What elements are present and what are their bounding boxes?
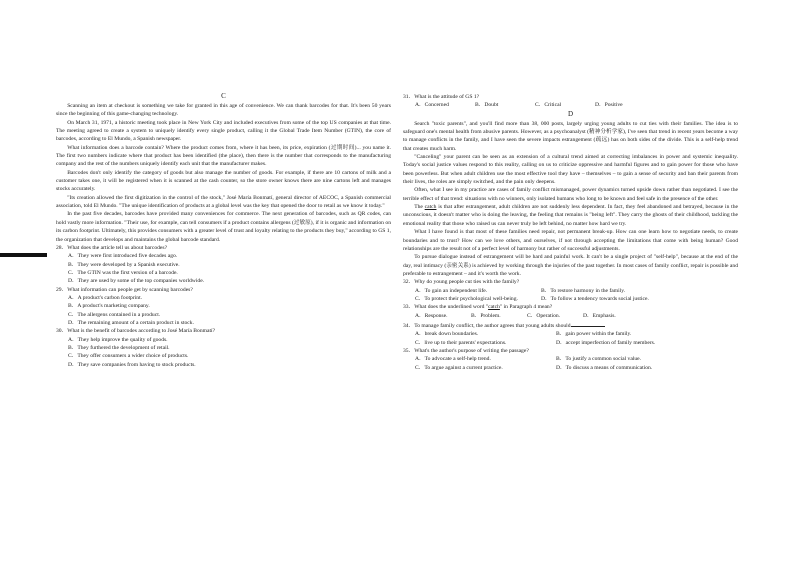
question-34-options-row-1 [415,330,738,338]
paragraph: Often, what I see in my practice are cases of family conflict mismanaged, power dynamics turned upside down rather than negotiated. I see the terrible effect of that trend: situations with no winners, only isolated humans who long to be known and feel safe in the presence of the other. [403,187,738,202]
paragraph: Scanning an item at checkout is something we take for granted in this age of convenience. We can thank barcodes for that. It's been 50 years since the beginning of this game-changing technology. [56,103,391,118]
question-32-stem: 32．Why do young people cut ties with the family? [403,279,520,286]
section-c-heading: C [221,92,226,100]
question-34-stem-text: 34．To manage family conflict, the author agrees that young adults should [403,322,571,329]
question-31-option-c[interactable]: C．Critical [535,102,562,109]
question-29-option-d[interactable]: D．The remaining amount of a certain product in stock. [68,319,194,326]
question-30-option-d[interactable]: D．They save companies from having to stock products. [68,361,196,368]
question-35-option-d[interactable]: D．To discuss a means of communication. [556,364,653,371]
question-30-stem: 30．What is the benefit of barcodes according to José María Bonmatí? [56,328,216,335]
question-34-option-d[interactable]: D．accept imperfection of family members. [556,339,656,346]
question-35-stem: 35．What's the author's purpose of writing the passage? [403,347,529,354]
question-32-options-row-2 [415,295,738,303]
question-34-option-a[interactable]: A．break down boundaries. [415,331,479,338]
question-30-option-a[interactable]: A．They help improve the quality of goods. [68,336,168,343]
paragraph: In the past five decades, barcodes have provided many conveniences for commerce. The next generation of barcodes, such as QR codes, can hold vastly more information. "Their use, for example, can tell consumers if a product contains allergens (过敏原), if it is organic and information on its carbon footprint. Ultimately, this provides consumers with a greater level of trust and loyalty relating to the products they buy," according to GS 1, the organization that develops and maintains the global barcode standard. [56,211,391,243]
paragraph-4-rest: is that after estrangement, adult children are not suddenly less dependent. In fact, they feel abandoned and betrayed, because in the unconscious, it doesn't matter who is doing the leaving, the feeling that remains is "being left". They carry the ghosts of their childhood, tackling the emotional reality that those who raised us can never truly be left behind, no matter how hard we try. [403,204,738,227]
binding-margin-bar [0,253,47,257]
paragraph: To pursue dialogue instead of estrangement will be hard and painful work. It can't be a single project of "self-help", because at the end of the day, real intimacy (亲密关系) is achieved by working through the injuries of the past together. In most cases of family conflict, repair is possible and preferable to estrangement – and it's worth the work. [403,254,738,277]
paragraph: What information does a barcode contain? Where the product comes from, where it has been, its price, expiration (过期时间)... you name it. The first two numbers indicate where that product has been identified (the place), then there is the number that corresponds to the manufacturing company and the rest of the numbers uniquely identify each unit that the manufacturer makes. [56,144,391,168]
paragraph: Search "toxic parents", and you'll find more than 38, 000 posts, largely urging young adults to cut ties with their families. The idea is to safeguard one's mental health from abusive parents. However, as a psychoanalyst (精神分析学家), I've seen that trend in recent years become a way to manage conflicts in the family, and I have seen the severe impacts estrangement (疏远) has on both sides of the divide. This is a self-help trend that creates much harm. [403,120,738,152]
question-32-option-b[interactable]: B．To restore harmony in the family. [541,287,626,294]
question-33-stem-before: 33．What does the underlined word " [403,304,489,311]
question-29-stem: 29．What information can people get by scanning barcodes? [56,286,193,293]
question-33-option-d[interactable]: D．Emphasis. [583,312,616,319]
paragraph: On March 31, 1971, a historic meeting took place in New York City and included executives from some of the top US companies at that time. The meeting agreed to create a system to uniquely identify every single product, calling it the Global Trade Item Number (GTIN), the core of barcodes, according to El Mundo, a Spanish newspaper. [56,119,391,143]
question-31-options [415,101,738,109]
question-35-option-c[interactable]: C．To argue against a current practice. [415,364,503,371]
question-29-option-c[interactable]: C．The allergens contained in a product. [68,311,161,318]
question-28-option-a[interactable]: A．They were first introduced five decades ago. [68,253,178,260]
question-33-option-b[interactable]: B．Problem. [471,312,501,319]
paragraph-4 [403,203,738,228]
section-d-heading: D [567,109,574,118]
question-28-option-b[interactable]: B．They were developed by a Spanish executive. [68,261,180,268]
answer-blank[interactable] [571,320,605,327]
question-32-options-row-1 [415,287,738,295]
question-34-options-row-2 [415,339,738,347]
right-column [403,93,738,372]
paragraph: "Its creation allowed the first digitization in the control of the stock," José María Bonmatí, general director of AECOC, a Spanish commercial association, told El Mundo. "The unique identification of products at a global level was the key that opened the door to retail as we know it today." [56,194,391,210]
question-33-option-a[interactable]: A．Response. [415,312,448,319]
question-29-option-a[interactable]: A．A product's carbon footprint. [68,294,143,301]
question-35-options-row-1 [415,355,738,363]
question-33-option-c[interactable]: C．Operation. [527,312,561,319]
question-35-options-row-2 [415,364,738,372]
question-32-option-c[interactable]: C．To protect their psychological well-being. [415,295,518,302]
question-35-option-b[interactable]: B．To justify a common social value. [556,356,642,363]
question-33-stem [403,303,738,311]
question-31-option-a[interactable]: A．Concerned [415,102,449,109]
paragraph: What I have found is that most of these families need repair, not permanent break-up. How can one learn how to negotiate needs, to create boundaries and to trust? How can we love others, and ourselves, if not through accepting the limitations that come with being human? Good relationships are the result not of a perfect level of harmony but rather of successful adjustments. [403,229,738,252]
question-32-option-d[interactable]: D．To follow a tendency towards social justice. [541,295,649,302]
question-32-option-a[interactable]: A．To gain an independent life. [415,287,488,294]
question-35-option-a[interactable]: A．To advocate a self-help trend. [415,356,491,363]
question-29-option-b[interactable]: B．A product's marketing company. [68,303,150,310]
question-28-option-d[interactable]: D．They are used by some of the top companies worldwide. [68,278,205,285]
paragraph-4-lead: The [414,204,425,211]
question-31-stem: 31．What is the attitude of GS 1? [403,94,480,100]
question-34-stem [403,320,738,330]
question-33-stem-word: catch [488,304,500,311]
paragraph: Barcodes don't only identify the category of goods but also manage the number of goods. For example, if there are 10 cartons of milk and a customer takes one, it will be registered when it is scanned at the cash counter, so the store owner knows there are nine cartons left and manages stocks accurately. [56,169,391,193]
question-34-option-b[interactable]: B．gain power within the family. [556,331,632,338]
question-30-option-c[interactable]: C．They offer consumers a wider choice of products. [68,353,189,360]
question-34-option-c[interactable]: C．live up to their parents' expectations. [415,339,507,346]
left-column [56,92,391,369]
underlined-word-catch: catch [424,204,437,211]
question-28-stem: 28．What does the article tell us about barcodes? [56,244,168,251]
question-30-option-b[interactable]: B．They furthered the development of retail. [68,344,170,351]
question-31-option-d[interactable]: D．Positive [595,102,623,109]
paragraph: "Canceling" your parent can be seen as an extension of a cultural trend aimed at correcting imbalances in power and systemic inequality. Today's social justice values respond to this reality, calling on us to criticize oppressive and harmful figures and to gain power for those who have been powerless. But when adult children use the most effective tool they have – themselves – to gain a sense of security and ban their parents from their lives, the roles are simply switched, and the pain only deepens. [403,154,738,186]
question-31-option-b[interactable]: B．Doubt [475,102,499,109]
question-28-option-c[interactable]: C．The GTIN was the first version of a barcode. [68,269,178,276]
question-33-stem-after: " in Paragraph 4 mean? [499,304,553,311]
question-33-options [415,312,738,320]
